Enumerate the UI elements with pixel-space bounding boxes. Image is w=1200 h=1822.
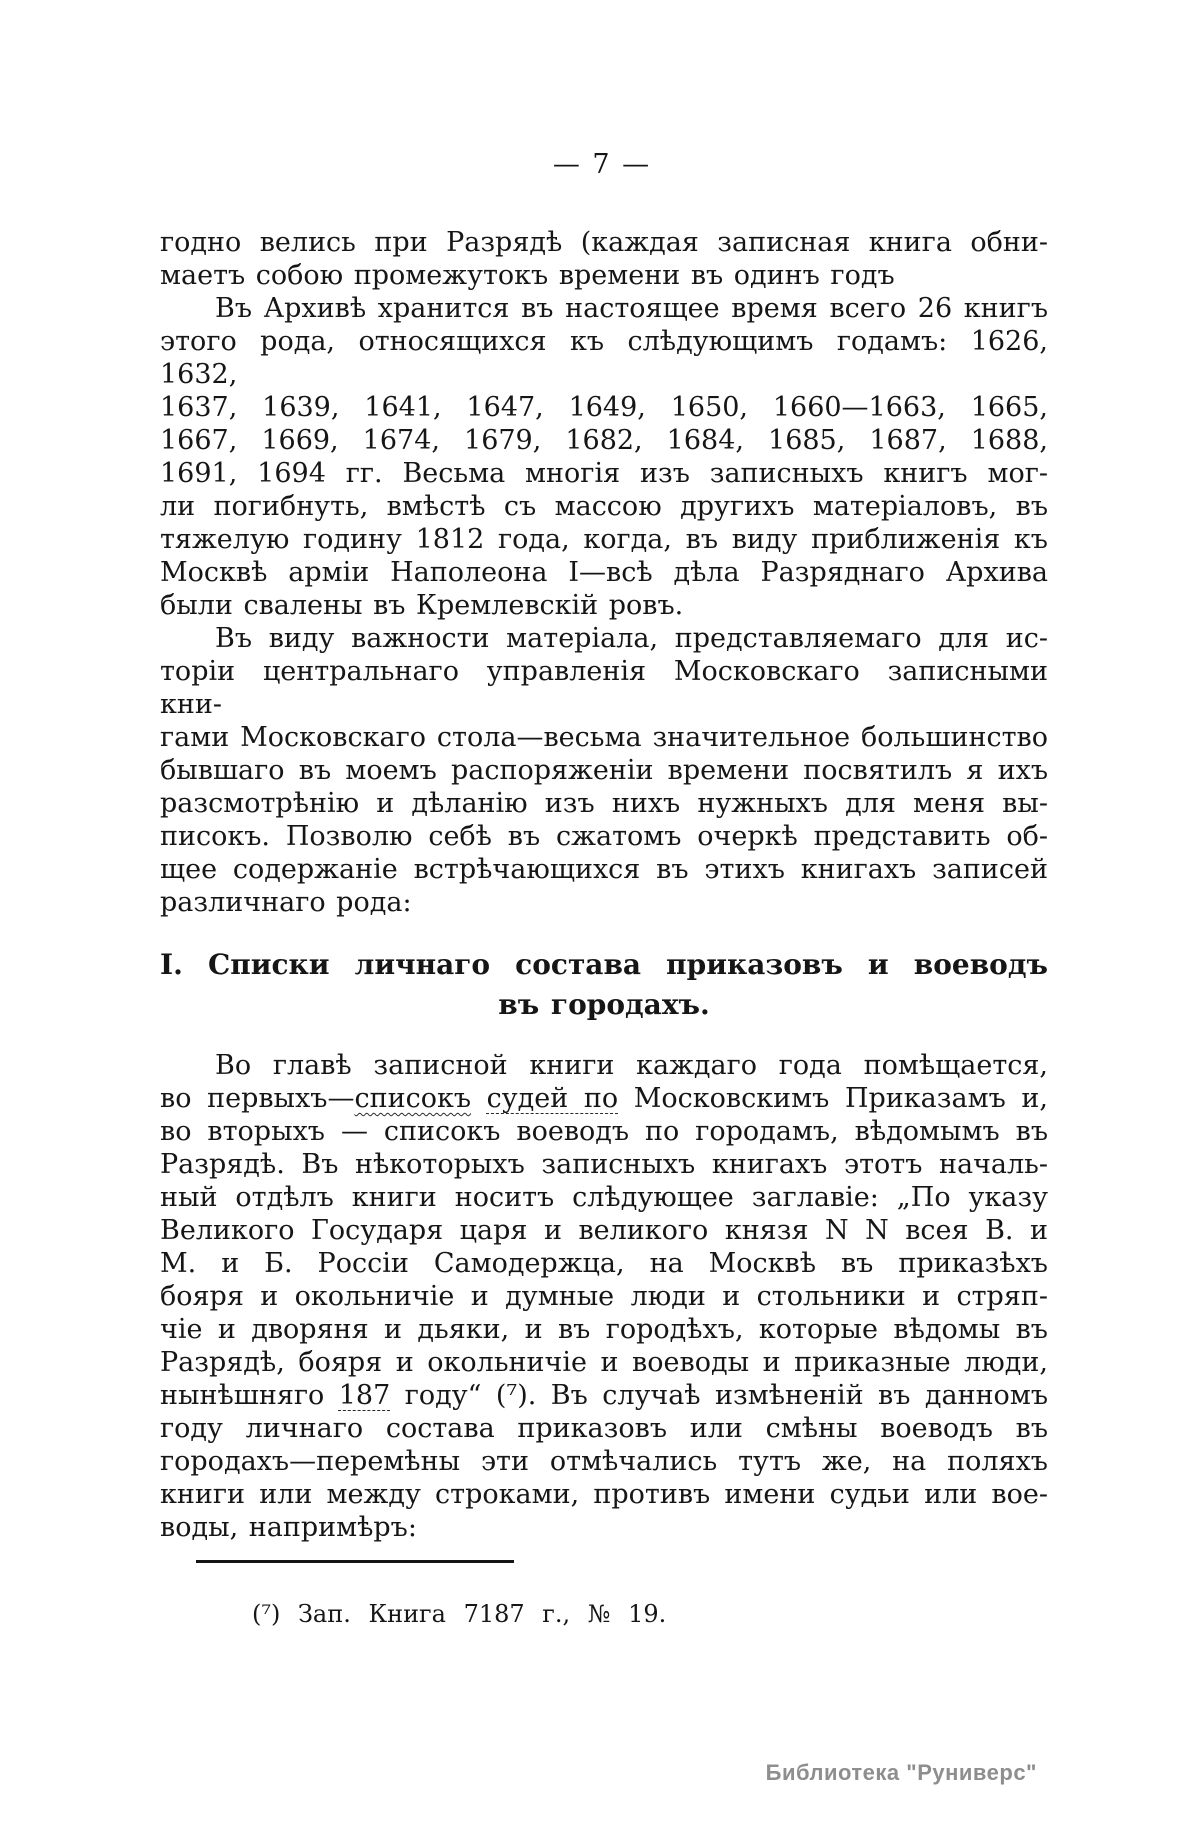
text-line: нынѣшняго 187 году“ (⁷). Въ случаѣ измѣненій въ данномъ <box>160 1380 1048 1411</box>
text-line: торіи центральнаго управленія Московскаго записными кни- <box>160 656 1048 720</box>
text-line: этого рода, относящихся къ слѣдующимъ годамъ: 1626, 1632, <box>160 326 1048 390</box>
text-line: различнаго рода: <box>160 887 412 918</box>
text-line: Въ виду важности матеріала, представляемаго для ис- <box>215 623 1048 654</box>
text-line: были свалены въ Кремлевскій ровъ. <box>160 590 684 621</box>
section-heading <box>160 945 1048 1025</box>
underline-mark: 187 <box>338 1380 391 1411</box>
text-line: во вторыхъ — списокъ воеводъ по городамъ, вѣдомымъ въ <box>160 1116 1048 1147</box>
footnote-text: (⁷) Зап. Книга 7187 г., № 19. <box>252 1600 667 1628</box>
paragraph <box>160 622 1048 919</box>
text-line: воды, напримѣръ: <box>160 1512 417 1543</box>
underline-mark: судей по <box>486 1083 619 1114</box>
text-line: М. и Б. Россіи Самодержца, на Москвѣ въ приказѣхъ <box>160 1248 1048 1279</box>
text-line: писокъ. Позволю себѣ въ сжатомъ очеркѣ представить об- <box>160 821 1048 852</box>
text-line: 1667, 1669, 1674, 1679, 1682, 1684, 1685, 1687, 1688, <box>160 425 1048 456</box>
paragraph <box>160 1049 1048 1544</box>
text-line: маетъ собою промежутокъ времени въ одинъ годъ <box>160 260 895 291</box>
text-line: Во главѣ записной книги каждаго года помѣщается, <box>215 1050 1048 1081</box>
text-line: 1637, 1639, 1641, 1647, 1649, 1650, 1660—1663, 1665, <box>160 392 1048 423</box>
text-line: тяжелую годину 1812 года, когда, въ виду приближенія къ <box>160 524 1048 555</box>
text-column <box>160 226 1048 1544</box>
text-line: ли погибнуть, вмѣстѣ съ массою другихъ матеріаловъ, въ <box>160 491 1048 522</box>
text-line: во первыхъ—списокъ судей по Московскимъ Приказамъ и, <box>160 1083 1048 1114</box>
text-line: бояря и окольничіе и думные люди и стольники и стряп- <box>160 1281 1048 1312</box>
text-line: Москвѣ арміи Наполеона I—всѣ дѣла Разряднаго Архива <box>160 557 1048 588</box>
watermark-text: Библиотека "Руниверс" <box>765 1760 1037 1785</box>
text-line: чіе и дворяня и дьяки, и въ городѣхъ, которые вѣдомы въ <box>160 1314 1048 1345</box>
text-line: 1691, 1694 гг. Весьма многія изъ записныхъ книгъ мог- <box>160 458 1048 489</box>
text-line: книги или между строками, противъ имени судьи или вое- <box>160 1479 1048 1510</box>
text-line: году личнаго состава приказовъ или смѣны воеводъ въ <box>160 1413 1048 1444</box>
text-line: Великого Государя царя и великого князя N N всея В. и <box>160 1215 1048 1246</box>
text-line: бывшаго въ моемъ распоряженіи времени посвятилъ я ихъ <box>160 755 1048 786</box>
heading-line: I. Списки личнаго состава приказовъ и воеводъ <box>160 948 1048 981</box>
text-line: ный отдѣлъ книги носитъ слѣдующее заглавіе: „По указу <box>160 1182 1048 1213</box>
text-line: гами Московскаго стола—весьма значительное большинство <box>160 722 1048 753</box>
text-line: Разрядѣ, бояря и окольничіе и воеводы и приказные люди, <box>160 1347 1048 1378</box>
text-line: щее содержаніе встрѣчающихся въ этихъ книгахъ записей <box>160 854 1048 885</box>
text-line: годно велись при Разрядѣ (каждая записная книга обни- <box>160 227 1048 258</box>
text-line: разсмотрѣнію и дѣланію изъ нихъ нужныхъ для меня вы- <box>160 788 1048 819</box>
footnote-rule <box>196 1560 514 1563</box>
page-number: — 7 — <box>552 149 652 180</box>
heading-line: въ городахъ. <box>498 988 710 1021</box>
text-line: Разрядѣ. Въ нѣкоторыхъ записныхъ книгахъ этотъ началь- <box>160 1149 1048 1180</box>
text-line: Въ Архивѣ хранится въ настоящее время всего 26 книгъ <box>215 293 1048 324</box>
underline-mark: списокъ <box>354 1083 471 1114</box>
paragraph <box>160 292 1048 622</box>
text-line: городахъ—перемѣны эти отмѣчались тутъ же, на поляхъ <box>160 1446 1048 1477</box>
paragraph <box>160 226 1048 292</box>
